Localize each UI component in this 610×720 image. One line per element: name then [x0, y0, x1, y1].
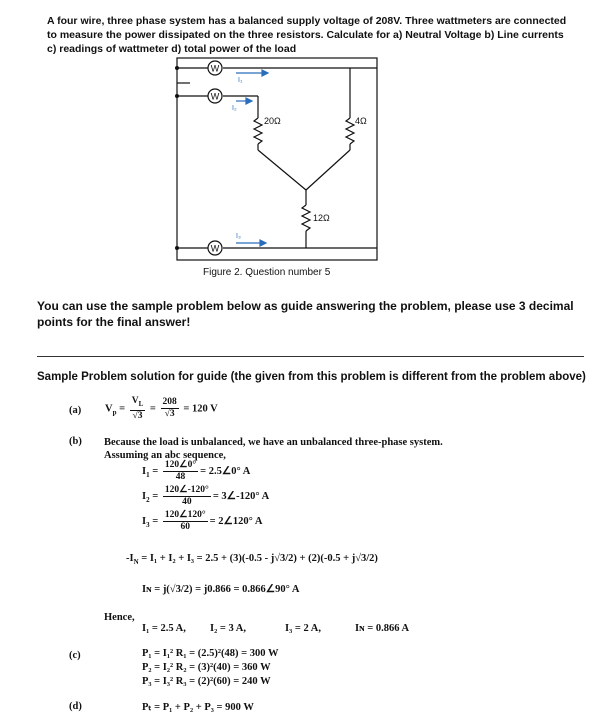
svg-text:W: W — [210, 63, 220, 74]
resistor-12-label: 12Ω — [313, 213, 330, 223]
power-p2: P₂ = I₂² R₂ = (3)²(40) = 360 W — [142, 662, 271, 673]
part-c-label: (c) — [69, 650, 81, 661]
current-i1-result: I₁ = 2.5 A, — [142, 623, 186, 634]
resistor-20 — [254, 118, 262, 144]
resistor-4 — [346, 118, 354, 144]
current-i3-result: I₃ = 2 A, — [285, 623, 321, 634]
power-p1: P₁ = I₁² R₁ = (2.5)²(48) = 300 W — [142, 648, 279, 659]
current-in-result: Iɴ = 0.866 A — [355, 623, 410, 634]
wattmeter-2-icon — [208, 89, 222, 103]
neutral-result: Iɴ = j(√3/2) = j0.866 = 0.866∠90° A — [142, 584, 300, 595]
wattmeter-3-icon — [208, 241, 222, 255]
resistor-4-label: 4Ω — [355, 116, 367, 126]
power-p3: P₃ = I₃² R₃ = (2)²(60) = 240 W — [142, 676, 271, 687]
current-label-2: I₂ — [232, 105, 237, 112]
part-b-label: (b) — [69, 436, 82, 447]
resistor-12 — [302, 205, 310, 231]
part-a-label: (a) — [69, 405, 82, 416]
sample-title: Sample Problem solution for guide (the given from this problem is different from the problem above) — [37, 371, 586, 383]
figure-caption: Figure 2. Question number 5 — [203, 267, 331, 278]
part-d-label: (d) — [69, 701, 82, 712]
part-a-equation: $V_p$ = $\frac{V_L}{√3}$ = $\frac{208}{√3}$ = 120 V — [105, 396, 218, 421]
part-b-intro: Because the load is unbalanced, we have an unbalanced three-phase system. Assuming an abc sequence, — [104, 437, 443, 461]
svg-text:W: W — [210, 243, 220, 254]
circuit-frame — [177, 58, 377, 260]
circuit-figure — [0, 0, 610, 290]
current-i2-result: I₂ = 3 A, — [210, 623, 246, 634]
hence-label: Hence, — [104, 612, 135, 623]
power-total: Pₜ = P₁ + P₂ + P₃ = 900 W — [142, 702, 254, 713]
current-i2: $I_2$ = $\frac{120\angle-120^\circ}{40}$ = 3∠-120° A — [142, 485, 270, 507]
resistor-20-label: 20Ω — [264, 116, 281, 126]
divider — [37, 356, 584, 357]
svg-text:W: W — [210, 91, 220, 102]
current-label-1: I₁ — [238, 77, 243, 84]
wattmeter-1-icon — [208, 61, 222, 75]
neutral-sum: $-I_N = I_1 + I_2 + I_3 = 2.5 + (3)(-0.5 - j√3/2) + (2)(-0.5 + j√3/2)$ — [126, 553, 378, 567]
current-i3: $I_3$ = $\frac{120\angle 120^\circ}{60}$ = 2∠120° A — [142, 510, 263, 532]
question-text: A four wire, three phase system has a balanced supply voltage of 208V. Three wattmeters are connected to measure the power dissipated on the three resistors. Calculate for a) Neutral Voltage b) Line currents c) readings of wattmeter d) total power of the load — [47, 15, 567, 55]
current-i1: $I_1$ = $\frac{120\angle 0^\circ}{48}$ = 2.5∠0° A — [142, 460, 251, 482]
current-label-3: I₃ — [236, 233, 241, 240]
instruction-note: You can use the sample problem below as guide answering the problem, please use 3 decimal points for the final answer! — [37, 299, 574, 329]
